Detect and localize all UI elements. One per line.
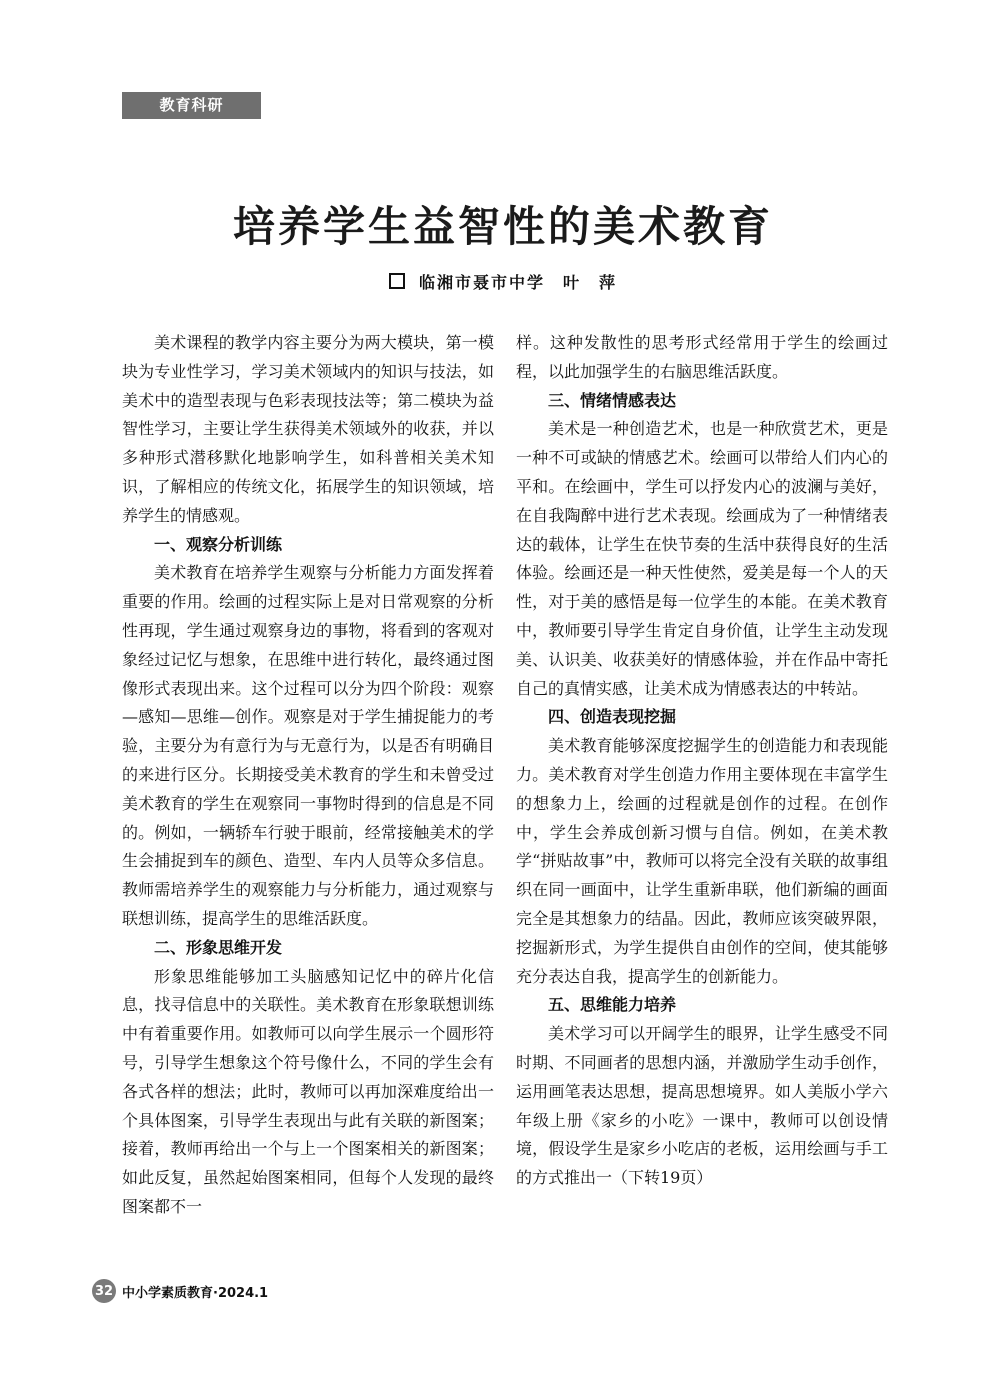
paragraph-thinking: 美术学习可以开阔学生的眼界，让学生感受不同时期、不同画者的思想内涵，并激励学生动手创作，运用画笔表达思想，提高思想境界。如人美版小学六年级上册《家乡的小吃》一课中，教师可以创设情境，假设学生是家乡小吃店的老板，运用绘画与手工的方式推出一（下转19页） [516,1024,888,1188]
section-heading-2: 二、形象思维开发 [154,937,283,957]
paragraph-imagery-continued: 样。这种发散性的思考形式经常用于学生的绘画过程，以此加强学生的右脑思维活跃度。 [516,333,888,381]
section-heading-5: 五、思维能力培养 [548,995,677,1015]
section-heading-4: 四、创造表现挖掘 [548,707,677,727]
paragraph-intro: 美术课程的教学内容主要分为两大模块，第一模块为专业性学习，学习美术领域内的知识与技法，如美术中的造型表现与色彩表现技法等；第二模块为益智性学习，主要让学生获得美术领域外的收获，并以多种形式潜移默化地影响学生，如科普相关美术知识，了解相应的传统文化，拓展学生的知识领域，培养学生的情感观。 [122,333,494,525]
author-affiliation: 临湘市聂市中学 [418,273,545,292]
left-column [122,329,494,1222]
right-column [516,329,888,1193]
section-heading-1: 一、观察分析训练 [154,534,283,554]
section-tag: 教育科研 [122,92,261,119]
paragraph-imagery: 形象思维能够加工头脑感知记忆中的碎片化信息，找寻信息中的关联性。美术教育在形象联想训练中有着重要作用。如教师可以向学生展示一个圆形符号，引导学生想象这个符号像什么，不同的学生会有各式各样的想法；此时，教师可以再加深难度给出一个具体图案，引导学生表现出与此有关联的新图案；接着，教师再给出一个与上一个图案相关的新图案；如此反复，虽然起始图案相同，但每个人发现的最终图案都不一 [122,966,494,1216]
paragraph-creativity: 美术教育能够深度挖掘学生的创造能力和表现能力。美术教育对学生创造力作用主要体现在丰富学生的想象力上，绘画的过程就是创作的过程。在创作中，学生会养成创新习惯与自信。例如，在美术教学“拼贴故事”中，教师可以将完全没有关联的故事组织在同一画面中，让学生重新串联，他们新编的画面完全是其想象力的结晶。因此，教师应该突破界限，挖掘新形式，为学生提供自由创作的空间，使其能够充分表达自我，提高学生的创新能力。 [516,736,888,986]
page-footer [92,1279,268,1303]
page-number: 32 [92,1279,116,1303]
square-bullet-icon [389,273,405,289]
paragraph-emotion: 美术是一种创造艺术，也是一种欣赏艺术，更是一种不可或缺的情感艺术。绘画可以带给人们内心的平和。在绘画中，学生可以抒发内心的波澜与美好，在自我陶醉中进行艺术表现。绘画成为了一种情绪表达的载体，让学生在快节奏的生活中获得良好的生活体验。绘画还是一种天性使然，爱美是每一个人的天性，对于美的感悟是每一位学生的本能。在美术教育中，教师要引导学生肯定自身价值，让学生主动发现美、认识美、收获美好的情感体验，并在作品中寄托自己的真情实感，让美术成为情感表达的中转站。 [516,419,888,698]
article-title: 培养学生益智性的美术教育 [232,202,773,251]
journal-info: 中小学素质教育·2024.1 [122,1285,269,1301]
paragraph-observation: 美术教育在培养学生观察与分析能力方面发挥着重要的作用。绘画的过程实际上是对日常观察的分析性再现，学生通过观察身边的事物，将看到的客观对象经过记忆与想象，在思维中进行转化，最终通过图像形式表现出来。这个过程可以分为四个阶段：观察—感知—思维—创作。观察是对于学生捕捉能力的考验，主要分为有意行为与无意行为，以是否有明确目的来进行区分。长期接受美术教育的学生和未曾受过美术教育的学生在观察同一事物时得到的信息是不同的。例如，一辆轿车行驶于眼前，经常接触美术的学生会捕捉到车的颜色、造型、车内人员等众多信息。教师需培养学生的观察能力与分析能力，通过观察与联想训练，提高学生的思维活跃度。 [122,563,494,928]
byline [0,270,1006,293]
author-name: 叶 萍 [563,273,618,292]
section-heading-3: 三、情绪情感表达 [548,390,677,410]
